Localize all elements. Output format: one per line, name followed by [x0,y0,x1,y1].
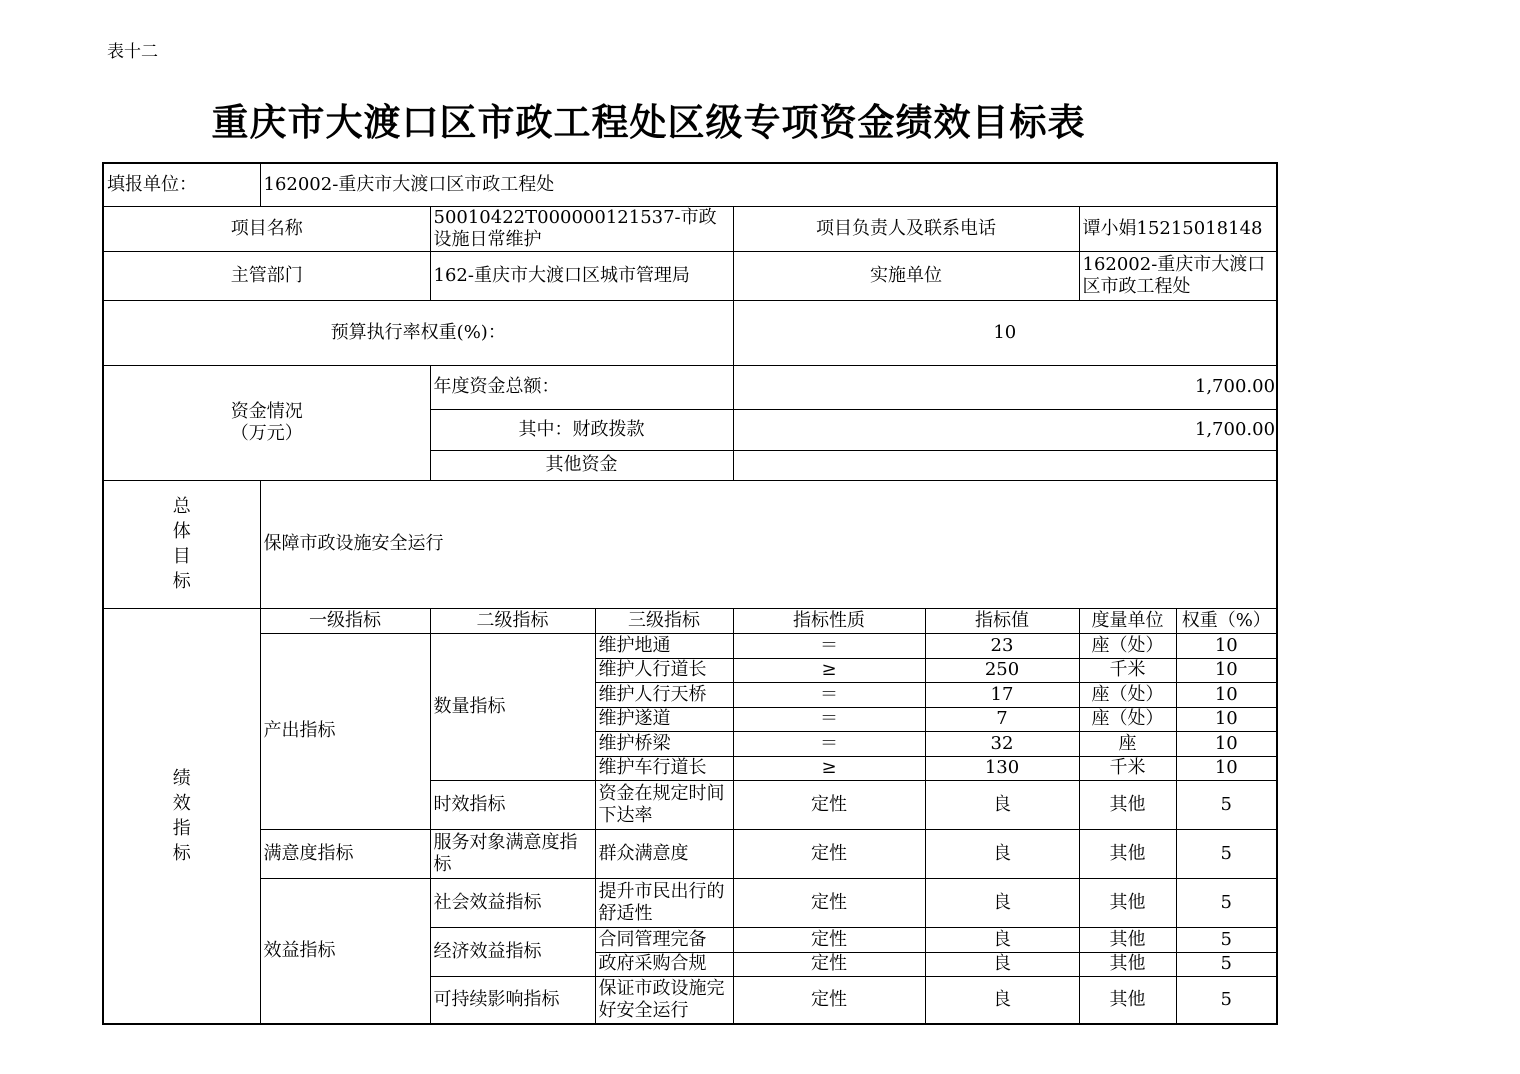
goal-char: 体 [172,521,191,542]
metric-unit: 其他 [1079,927,1176,952]
impl-label: 实施单位 [733,251,1079,300]
metric-nature: ＝ [733,633,925,658]
page-title: 重庆市大渡口区市政工程处区级专项资金绩效目标表 [211,101,1086,144]
metric-name: 维护遂道 [595,707,733,731]
table-row [103,633,1277,658]
metric-value: 17 [925,682,1079,707]
dept-label: 主管部门 [103,251,430,300]
metric-name: 维护桥梁 [595,731,733,756]
metric-unit: 其他 [1079,976,1176,1024]
header-level3: 三级指标 [595,608,733,633]
metric-weight: 5 [1176,878,1277,927]
metric-value: 良 [925,927,1079,952]
unit-value: 162002-重庆市大渡口区市政工程处 [260,163,1277,206]
section-char: 绩 [172,767,191,789]
table-number: 表十二 [107,42,158,62]
metric-weight: 5 [1176,952,1277,976]
budget-weight-label: 预算执行率权重(%)： [103,300,733,365]
metric-weight: 10 [1176,682,1277,707]
metric-name: 提升市民出行的舒适性 [595,878,733,927]
metric-name: 维护地通 [595,633,733,658]
metric-value: 良 [925,952,1079,976]
budget-weight-value: 10 [733,300,1277,365]
level1-output: 产出指标 [260,633,430,829]
unit-label: 填报单位： [103,163,260,206]
other-funds-value [733,450,1277,480]
level1-satisfaction: 满意度指标 [260,829,430,878]
goal-char: 总 [172,496,191,517]
metric-weight: 5 [1176,927,1277,952]
metric-value: 良 [925,780,1079,829]
header-level1: 一级指标 [260,608,430,633]
metric-value: 良 [925,878,1079,927]
metric-unit: 其他 [1079,878,1176,927]
goal-char: 目 [172,546,191,567]
metric-name: 资金在规定时间下达率 [595,780,733,829]
metric-weight: 5 [1176,780,1277,829]
metric-unit: 座 [1079,731,1176,756]
metric-name: 群众满意度 [595,829,733,878]
header-value: 指标值 [925,608,1079,633]
fiscal-value: 1,700.00 [733,409,1277,450]
metric-weight: 5 [1176,829,1277,878]
level2-quantity: 数量指标 [430,633,595,780]
metric-value: 130 [925,756,1079,780]
metric-weight: 10 [1176,756,1277,780]
metric-nature: 定性 [733,976,925,1024]
project-name-value: 50010422T000000121537-市政设施日常维护 [430,206,733,251]
section-char: 指 [172,817,191,839]
metric-nature: 定性 [733,952,925,976]
goal-value: 保障市政设施安全运行 [260,480,1277,608]
metric-unit: 座（处） [1079,682,1176,707]
metric-name: 维护车行道长 [595,756,733,780]
metric-unit: 其他 [1079,780,1176,829]
funds-unit: （万元） [230,422,303,444]
performance-target-table [102,162,1278,1025]
metric-nature: 定性 [733,878,925,927]
goal-label [103,480,260,608]
metric-value: 良 [925,829,1079,878]
funds-label-text: 资金情况 [230,400,303,422]
level2-service-satisfaction: 服务对象满意度指标 [430,829,595,878]
metric-nature: ＝ [733,731,925,756]
metric-nature: ≥ [733,658,925,682]
header-nature: 指标性质 [733,608,925,633]
metric-unit: 其他 [1079,829,1176,878]
metric-nature: ＝ [733,682,925,707]
table-row [103,878,1277,927]
metric-value: 23 [925,633,1079,658]
metric-name: 保证市政设施完好安全运行 [595,976,733,1024]
metric-weight: 10 [1176,658,1277,682]
goal-char: 标 [172,571,191,592]
metric-unit: 千米 [1079,658,1176,682]
metric-name: 合同管理完备 [595,927,733,952]
metric-nature: 定性 [733,780,925,829]
metric-unit: 座（处） [1079,633,1176,658]
metric-weight: 10 [1176,731,1277,756]
metric-weight: 5 [1176,976,1277,1024]
metric-nature: ≥ [733,756,925,780]
dept-value: 162-重庆市大渡口区城市管理局 [430,251,733,300]
metric-value: 7 [925,707,1079,731]
level2-timeliness: 时效指标 [430,780,595,829]
section-char: 效 [172,792,191,814]
annual-total-value: 1,700.00 [733,365,1277,409]
section-char: 标 [172,842,191,864]
header-weight: 权重（%） [1176,608,1277,633]
metrics-section-label [103,608,260,1024]
contact-label: 项目负责人及联系电话 [733,206,1079,251]
metric-value: 良 [925,976,1079,1024]
funds-label [103,365,430,480]
metric-nature: ＝ [733,707,925,731]
level2-economic: 经济效益指标 [430,927,595,976]
metric-weight: 10 [1176,633,1277,658]
metric-unit: 其他 [1079,952,1176,976]
metric-name: 维护人行道长 [595,658,733,682]
header-level2: 二级指标 [430,608,595,633]
table-row [103,829,1277,878]
metric-name: 政府采购合规 [595,952,733,976]
level2-sustainability: 可持续影响指标 [430,976,595,1024]
metric-weight: 10 [1176,707,1277,731]
metric-value: 250 [925,658,1079,682]
annual-total-label: 年度资金总额： [430,365,733,409]
fiscal-label: 其中：财政拨款 [430,409,733,450]
metric-unit: 座（处） [1079,707,1176,731]
metric-unit: 千米 [1079,756,1176,780]
level1-benefit: 效益指标 [260,878,430,1024]
metric-name: 维护人行天桥 [595,682,733,707]
impl-value: 162002-重庆市大渡口区市政工程处 [1079,251,1277,300]
project-name-label: 项目名称 [103,206,430,251]
contact-value: 谭小娟15215018148 [1079,206,1277,251]
header-unit: 度量单位 [1079,608,1176,633]
metric-nature: 定性 [733,829,925,878]
level2-social: 社会效益指标 [430,878,595,927]
other-funds-label: 其他资金 [430,450,733,480]
metric-nature: 定性 [733,927,925,952]
metric-value: 32 [925,731,1079,756]
